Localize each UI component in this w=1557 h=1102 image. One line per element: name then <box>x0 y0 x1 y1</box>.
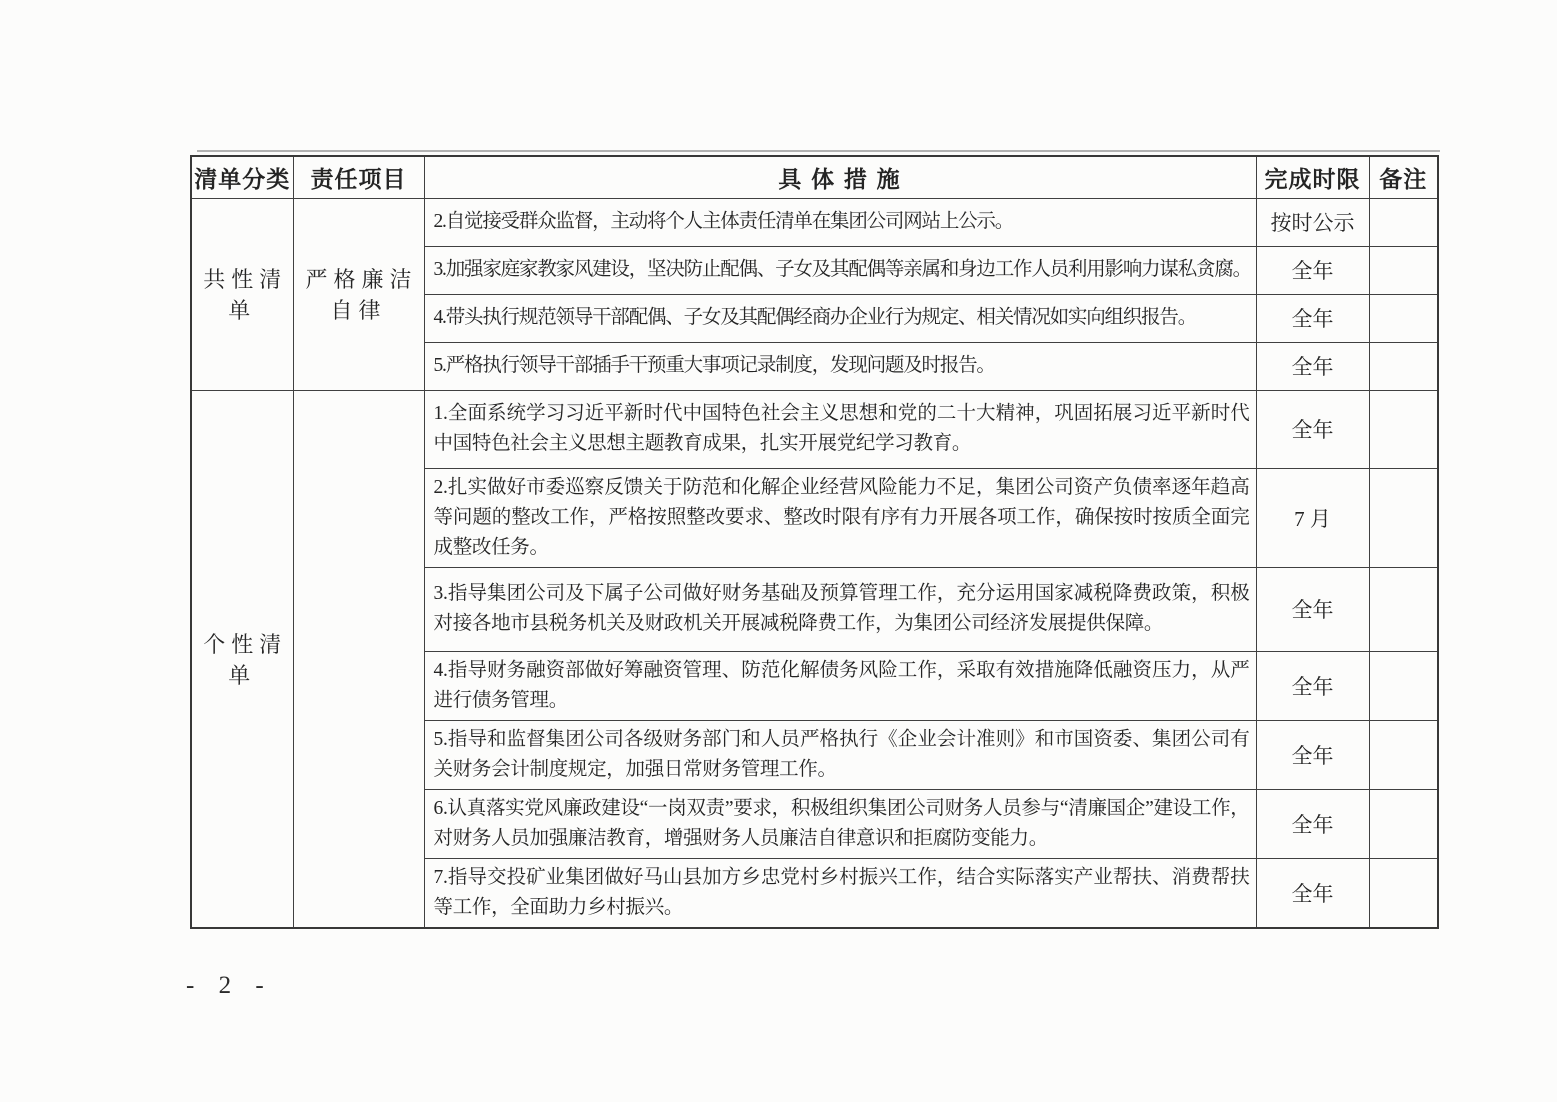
deadline-cell: 7 月 <box>1256 468 1369 567</box>
note-cell <box>1369 651 1438 720</box>
deadline-cell: 全年 <box>1256 858 1369 928</box>
deadline-cell: 全年 <box>1256 390 1369 468</box>
header-note: 备注 <box>1369 156 1438 198</box>
measure-cell: 3.加强家庭家教家风建设，坚决防止配偶、子女及其配偶等亲属和身边工作人员利用影响力谋私贪腐。 <box>424 246 1256 294</box>
page-number: - 2 - <box>186 972 273 999</box>
header-deadline: 完成时限 <box>1256 156 1369 198</box>
measure-cell: 6.认真落实党风廉政建设“一岗双责”要求，积极组织集团公司财务人员参与“清廉国企”建设工作，对财务人员加强廉洁教育，增强财务人员廉洁自律意识和拒腐防变能力。 <box>424 789 1256 858</box>
measure-cell: 2.扎实做好市委巡察反馈关于防范和化解企业经营风险能力不足，集团公司资产负债率逐年趋高等问题的整改工作，严格按照整改要求、整改时限有序有力开展各项工作，确保按时按质全面完成整改任务。 <box>424 468 1256 567</box>
deadline-cell: 全年 <box>1256 789 1369 858</box>
table-row <box>191 198 1438 246</box>
note-cell <box>1369 294 1438 342</box>
note-cell <box>1369 390 1438 468</box>
table-row <box>191 390 1438 468</box>
note-cell <box>1369 567 1438 651</box>
note-cell <box>1369 720 1438 789</box>
measure-cell: 5.指导和监督集团公司各级财务部门和人员严格执行《企业会计准则》和市国资委、集团公司有关财务会计制度规定，加强日常财务管理工作。 <box>424 720 1256 789</box>
header-project: 责任项目 <box>293 156 424 198</box>
note-cell <box>1369 342 1438 390</box>
deadline-cell: 全年 <box>1256 342 1369 390</box>
measure-cell: 3.指导集团公司及下属子公司做好财务基础及预算管理工作，充分运用国家减税降费政策，积极对接各地市县税务机关及财政机关开展减税降费工作，为集团公司经济发展提供保障。 <box>424 567 1256 651</box>
scan-artifact-line <box>197 150 1440 152</box>
responsibility-table <box>190 155 1439 929</box>
measure-cell: 2.自觉接受群众监督，主动将个人主体责任清单在集团公司网站上公示。 <box>424 198 1256 246</box>
measure-cell: 7.指导交投矿业集团做好马山县加方乡忠党村乡村振兴工作，结合实际落实产业帮扶、消费帮扶等工作，全面助力乡村振兴。 <box>424 858 1256 928</box>
note-cell <box>1369 858 1438 928</box>
deadline-cell: 全年 <box>1256 246 1369 294</box>
category-cell-individual: 个性清单 <box>191 390 293 928</box>
note-cell <box>1369 198 1438 246</box>
project-cell-common: 严格廉洁自律 <box>293 198 424 390</box>
measure-cell: 4.带头执行规范领导干部配偶、子女及其配偶经商办企业行为规定、相关情况如实向组织报告。 <box>424 294 1256 342</box>
measure-cell: 5.严格执行领导干部插手干预重大事项记录制度，发现问题及时报告。 <box>424 342 1256 390</box>
measure-cell: 4.指导财务融资部做好筹融资管理、防范化解债务风险工作，采取有效措施降低融资压力，从严进行债务管理。 <box>424 651 1256 720</box>
note-cell <box>1369 468 1438 567</box>
table-header-row <box>191 156 1438 198</box>
deadline-cell: 全年 <box>1256 567 1369 651</box>
deadline-cell: 按时公示 <box>1256 198 1369 246</box>
category-cell-common: 共性清单 <box>191 198 293 390</box>
deadline-cell: 全年 <box>1256 651 1369 720</box>
note-cell <box>1369 246 1438 294</box>
note-cell <box>1369 789 1438 858</box>
project-cell-individual <box>293 390 424 928</box>
header-category: 清单分类 <box>191 156 293 198</box>
deadline-cell: 全年 <box>1256 720 1369 789</box>
header-measures: 具 体 措 施 <box>424 156 1256 198</box>
deadline-cell: 全年 <box>1256 294 1369 342</box>
measure-cell: 1.全面系统学习习近平新时代中国特色社会主义思想和党的二十大精神，巩固拓展习近平新时代中国特色社会主义思想主题教育成果，扎实开展党纪学习教育。 <box>424 390 1256 468</box>
